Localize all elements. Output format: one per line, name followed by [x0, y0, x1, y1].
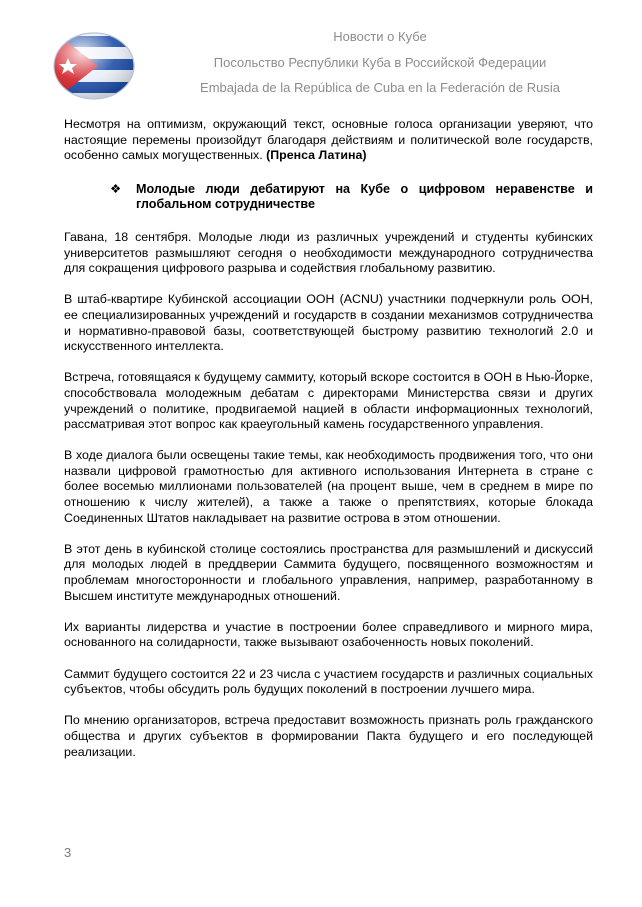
header-title: Новости о Кубе	[333, 29, 427, 44]
article-paragraph: Гавана, 18 сентября. Молодые люди из различных учреждений и студенты кубинских университетов размышляют сегодня о необходимости международного сотрудничества для сокращения цифрового разрыва и содействия глобальному развитию.	[64, 229, 593, 276]
header-embassy-ru: Посольство Республики Куба в Российской Федерации	[213, 55, 547, 70]
article-paragraph: Встреча, готовящаяся к будущему саммиту, который вскоре состоится в ООН в Нью-Йорке, способствовала молодежным дебатам с директорами Министерства связи и других учреждений о политике, продвигаемой нацией в области информационных технологий, рассматривая этот вопрос как краеугольный камень государственного управления.	[64, 370, 593, 432]
diamond-bullet-icon: ❖	[110, 181, 122, 196]
page-number: 3	[64, 845, 72, 860]
article-paragraph: В этот день в кубинской столице состоялись пространства для размышлений и дискуссий для молодых людей в преддверии Саммита будущего, посвященного возможностям и проблемам многосторонности и глобального управления, например, разработанному в Высшем институте международных отношений.	[64, 541, 593, 603]
article-paragraph: В ходе диалога были освещены такие темы, как необходимость продвижения того, что они назвали цифровой грамотностью для активного использования Интернета в стране с более восемью миллионами пользователей (на процент выше, чем в среднем в мире по отношению к числу жителей), а также а также о препятствиях, которые блокада Соединенных Штатов накладывает на развитие острова в этом отношении.	[64, 448, 593, 525]
intro-paragraph	[64, 117, 593, 164]
cuban-flag-sphere-icon	[52, 30, 136, 102]
article-paragraph: Их варианты лидерства и участие в построении более справедливого и мирного мира, основанного на солидарности, также вызывают озабоченность новых поколений.	[64, 619, 593, 650]
intro-text: Несмотря на оптимизм, окружающий текст, основные голоса организации уверяют, что настоящие перемены произойдут благодаря действиям и политической воле государств, особенно самых могущественных.	[64, 117, 593, 163]
article-paragraph: В штаб-квартире Кубинской ассоциации ООН (ACNU) участники подчеркнули роль ООН, ее специализированных учреждений и государств в создании механизмов сотрудничества и нормативно-правовой базы, соответствующей быстрому развитию технологий 2.0 и искусственного интеллекта.	[64, 292, 593, 354]
article-heading	[64, 182, 593, 213]
article-title: Молодые люди дебатируют на Кубе о цифровом неравенстве и глобальном сотрудничестве	[136, 181, 593, 212]
intro-source: (Пренса Латина)	[266, 148, 367, 163]
article-paragraph: По мнению организаторов, встреча предоставит возможность признать роль гражданского общества и других субъектов в формировании Пакта будущего и его последующей реализации.	[64, 713, 593, 759]
header-embassy-es: Embajada de la República de Cuba en la Federación de Rusia	[200, 80, 560, 95]
article-paragraph: Саммит будущего состоится 22 и 23 числа с участием государств и различных социальных субъектов, чтобы обсудить роль будущих поколений в построении лучшего мира.	[64, 666, 593, 697]
article-content	[64, 117, 593, 776]
page-header	[0, 0, 642, 110]
